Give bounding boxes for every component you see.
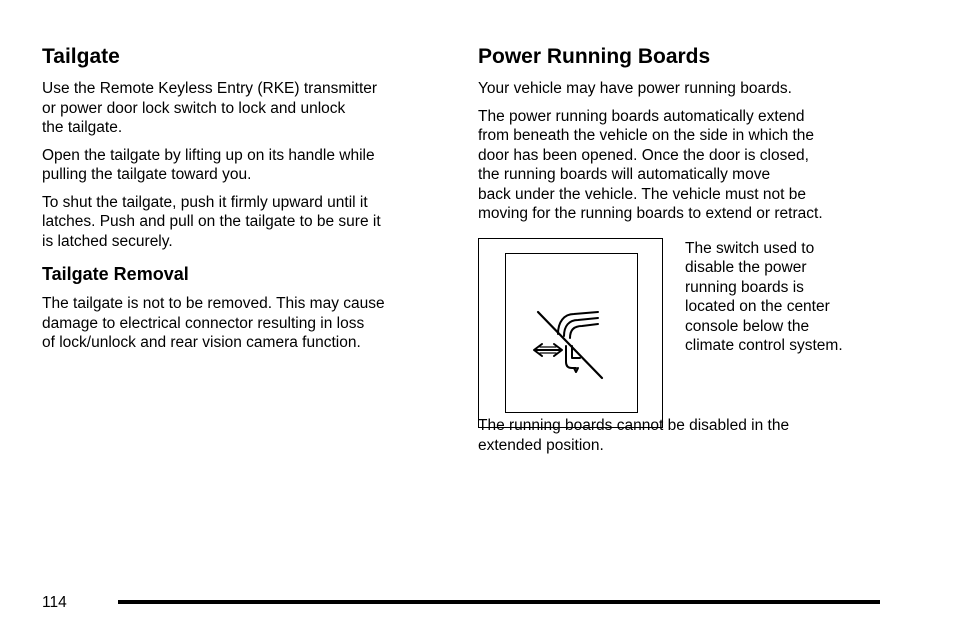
right-column [478,44,888,458]
tailgate-heading: Tailgate [42,45,120,68]
running-boards-paragraph-3: The running boards cannot be disabled in the extended position. [478,417,790,454]
left-column [42,44,452,361]
switch-panel [505,253,638,413]
footer-rule [118,600,880,604]
tailgate-paragraph-2: Open the tailgate by lifting up on its handle while pulling the tailgate toward you. [42,146,375,183]
running-board-disable-switch-icon [506,254,637,412]
switch-figure [478,238,663,428]
tailgate-removal-paragraph: The tailgate is not to be removed. This may cause damage to electrical connector resulting in loss of lock/unlock and rear vision camera function. [42,295,385,351]
page-number: 114 [42,594,67,611]
running-boards-paragraph-1: Your vehicle may have power running boards. [478,80,792,97]
switch-caption: The switch used to disable the power running boards is located on the center console below the climate control system. [685,239,843,354]
tailgate-removal-heading: Tailgate Removal [42,264,189,284]
tailgate-paragraph-1: Use the Remote Keyless Entry (RKE) transmitter or power door lock switch to lock and unlock the tailgate. [42,80,378,136]
running-boards-paragraph-2: The power running boards automatically extend from beneath the vehicle on the side in which the door has been opened. Once the door is closed, the running boards will automatically move back under the vehicle. The vehicle must not be moving for the running boards to extend or retract. [478,107,823,222]
tailgate-paragraph-3: To shut the tailgate, push it firmly upward until it latches. Push and pull on the tailgate to be sure it is latched securely. [42,193,381,250]
power-running-boards-heading: Power Running Boards [478,45,711,68]
